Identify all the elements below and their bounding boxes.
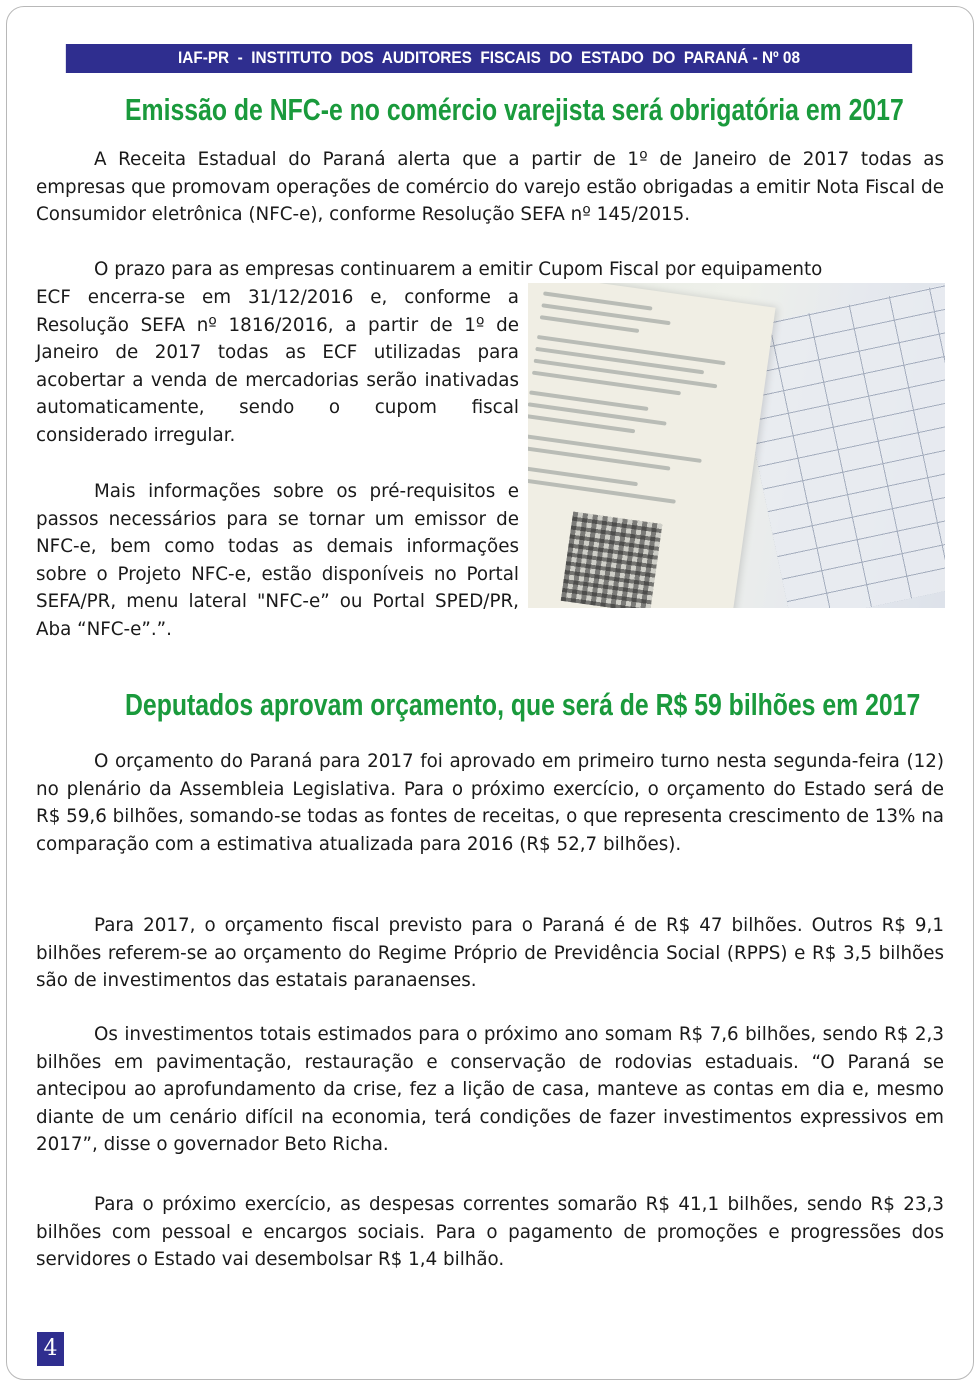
nfce-receipt [528, 283, 776, 608]
page-number: 4 [37, 1332, 64, 1366]
article-2-paragraph-2: Para 2017, o orçamento fiscal previsto para o Paraná é de R$ 47 bilhões. Outros R$ 9,1 bilhões referem-se ao orçamento do Regime Próprio de Previdência Social (RPPS) e R$ 3,5 bilhões são de investimentos das estatais paranaenses. [36, 915, 944, 992]
qr-code [561, 512, 663, 608]
article-2-paragraph-4: Para o próximo exercício, as despesas correntes somarão R$ 41,1 bilhões, sendo R$ 23,3 bilhões com pessoal e encargos sociais. Para o pagamento de promoções e progressões dos servidores o Estado vai desembolsar R$ 1,4 bilhão. [36, 1194, 944, 1271]
article-1-paragraph-2-first-line: O prazo para as empresas continuarem a emitir Cupom Fiscal por equipamento [94, 259, 823, 280]
article-1-paragraph-2: ECF encerra-se em 31/12/2016 e, conforme a Resolução SEFA nº 1816/2016, a partir de 1º de Janeiro de 2017 todas as ECF utilizadas para acobertar a venda de mercadorias serão inativadas automaticamente, sendo o cupom fiscal considerado irregular. [36, 287, 519, 446]
article-1-paragraph-3: Mais informações sobre os pré-requisitos e passos necessários para se tornar um emissor de NFC-e, bem como todas as demais informações sobre o Projeto NFC-e, estão disponíveis no Portal SEFA/PR, menu lateral "NFC-e” ou Portal SPED/PR, Aba “NFC-e”.”. [36, 481, 519, 640]
article-1-paragraph-1: A Receita Estadual do Paraná alerta que a partir de 1º de Janeiro de 2017 todas as empresas que promovam operações de comércio do varejo estão obrigadas a emitir Nota Fiscal de Consumidor eletrônica (NFC-e), conforme Resolução SEFA nº 145/2015. [36, 149, 944, 226]
article-2-title: Deputados aprovam orçamento, que será de R$ 59 bilhões em 2017 [125, 687, 921, 722]
receipt-photo [528, 283, 945, 608]
article-1-title: Emissão de NFC-e no comércio varejista será obrigatória em 2017 [125, 92, 904, 127]
header-banner: IAF-PR - INSTITUTO DOS AUDITORES FISCAIS DO ESTADO DO PARANÁ - Nº 08 [66, 44, 912, 73]
article-2-paragraph-1: O orçamento do Paraná para 2017 foi aprovado em primeiro turno nesta segunda-feira (12) no plenário da Assembleia Legislativa. Para o próximo exercício, o orçamento do Estado será de R$ 59,6 bilhões, somando-se todas as fontes de receitas, o que representa crescimento de 13% na comparação com a estimativa atualizada para 2016 (R$ 52,7 bilhões). [36, 751, 944, 855]
article-2-paragraph-3: Os investimentos totais estimados para o próximo ano somam R$ 7,6 bilhões, sendo R$ 2,3 bilhões em pavimentação, restauração e conservação de rodovias estaduais. “O Paraná se antecipou ao aprofundamento da crise, fez a lição de casa, manteve as contas em dia e, mesmo diante de um cenário difícil na economia, terá condições de fazer investimentos expressivos em 2017”, disse o governador Beto Richa. [36, 1024, 944, 1156]
